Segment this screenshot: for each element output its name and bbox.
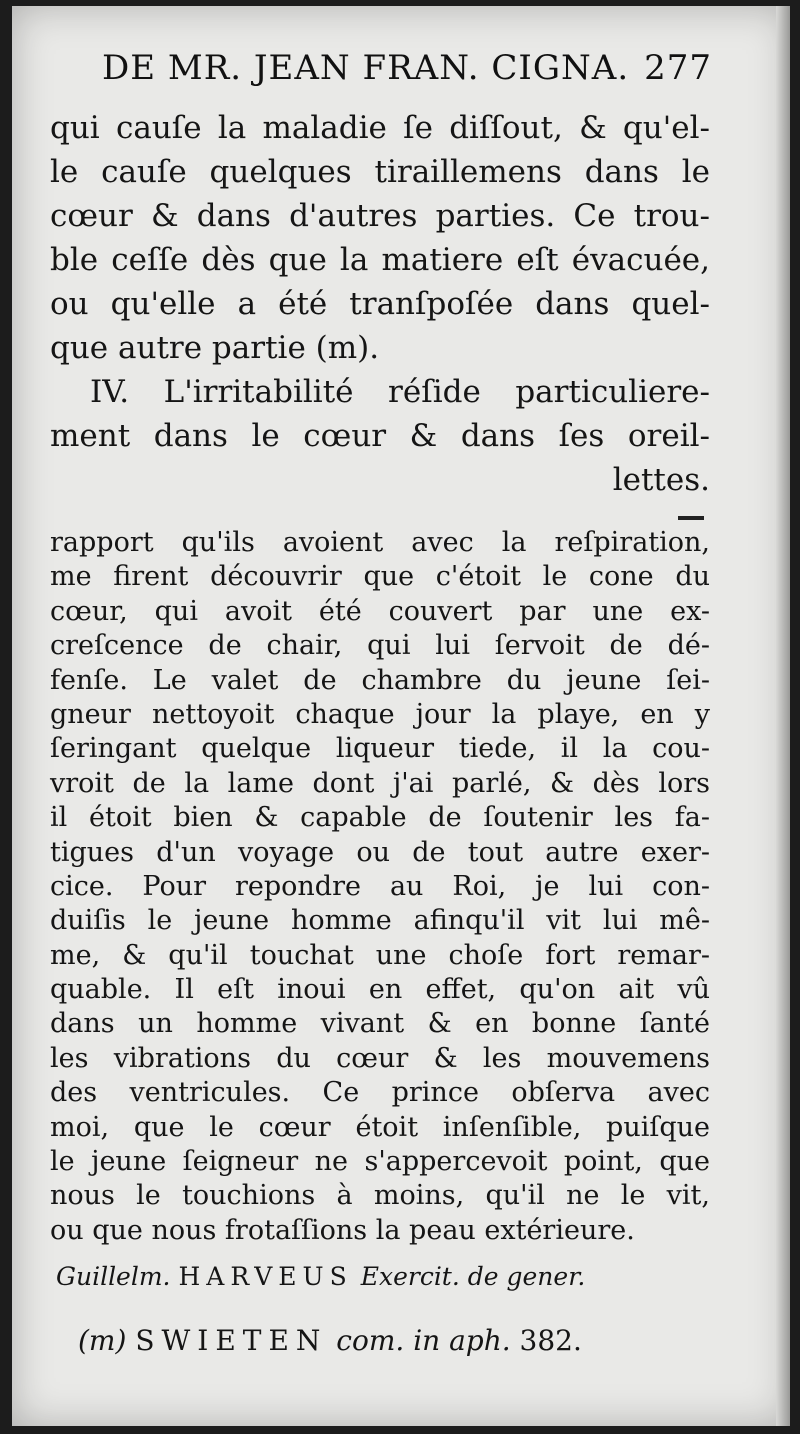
note-line: me, & qu'il touchat une choſe fort remar- [50, 939, 710, 971]
note-line: gneur nettoyoit chaque jour la playe, en y [50, 698, 710, 730]
citation-author-last: HARVEUS [178, 1262, 353, 1291]
page-number: 277 [644, 48, 712, 88]
section-rule [678, 516, 704, 520]
note-line: duiſis le jeune homme afinqu'il vit lui mê- [50, 905, 710, 937]
note-line: cice. Pour repondre au Roi, je lui con- [50, 870, 710, 902]
note-text-block [50, 526, 710, 1248]
running-head-title: DE MR. JEAN FRAN. CIGNA. [102, 48, 630, 88]
main-line: cœur & dans d'autres parties. Ce trou- [50, 198, 710, 234]
note-line: des ventricules. Ce prince obſerva avec [50, 1077, 710, 1109]
footnote [78, 1324, 582, 1357]
footnote-work: com. in aph. [336, 1324, 511, 1357]
note-line: nous le touchions à moins, qu'il ne le vit, [50, 1180, 710, 1212]
citation-work: Exercit. de gener. [360, 1262, 586, 1291]
note-line: ſeringant quelque liqueur tiede, il la cou- [50, 733, 710, 765]
main-text-block [50, 106, 710, 502]
book-page [12, 6, 790, 1426]
note-line: rapport qu'ils avoient avec la reſpiration, [50, 527, 710, 558]
main-line: qui cauſe la maladie ſe diſſout, & qu'el- [50, 110, 710, 146]
citation-line [56, 1262, 585, 1291]
note-line: les vibrations du cœur & les mouvemens [50, 1042, 710, 1074]
main-line: ou qu'elle a été tranſpoſée dans quel- [50, 286, 710, 322]
footnote-author: SWIETEN [135, 1324, 328, 1357]
main-line: ment dans le cœur & dans ſes oreil- [50, 418, 710, 454]
note-line: vroit de la lame dont j'ai parlé, & dès lors [50, 767, 710, 799]
note-line: ou que nous frotaſſions la peau extérieure. [50, 1214, 635, 1246]
note-line: tigues d'un voyage ou de tout autre exer- [50, 836, 710, 868]
footnote-number: 382. [519, 1324, 582, 1357]
note-line: moi, que le cœur étoit inſenſible, puiſque [50, 1111, 710, 1143]
note-line: cœur, qui avoit été couvert par une ex- [50, 595, 710, 627]
main-line: lettes. [612, 462, 710, 498]
main-line: ble ceſſe dès que la matiere eſt évacuée, [50, 242, 710, 278]
running-header [102, 48, 712, 88]
footnote-mark: (m) [78, 1324, 127, 1357]
note-line: creſcence de chair, qui lui ſervoit de dé- [50, 630, 710, 662]
note-line: il étoit bien & capable de ſoutenir les fa- [50, 802, 710, 834]
note-line: le jeune ſeigneur ne s'appercevoit point, que [50, 1146, 710, 1178]
note-line: fenſe. Le valet de chambre du jeune ſei- [50, 664, 710, 696]
main-line: que autre partie (m). [50, 330, 380, 366]
note-line: me firent découvrir que c'étoit le cone du [50, 561, 710, 593]
note-line: dans un homme vivant & en bonne ſanté [50, 1008, 710, 1040]
note-line: quable. Il eſt inoui en effet, qu'on ait vû [50, 974, 710, 1006]
main-line: le cauſe quelques tiraillemens dans le [50, 154, 710, 190]
main-line: IV. L'irritabilité réſide particuliere- [90, 374, 710, 410]
page-gutter-shadow [776, 6, 790, 1426]
citation-author-first: Guillelm. [56, 1262, 171, 1291]
